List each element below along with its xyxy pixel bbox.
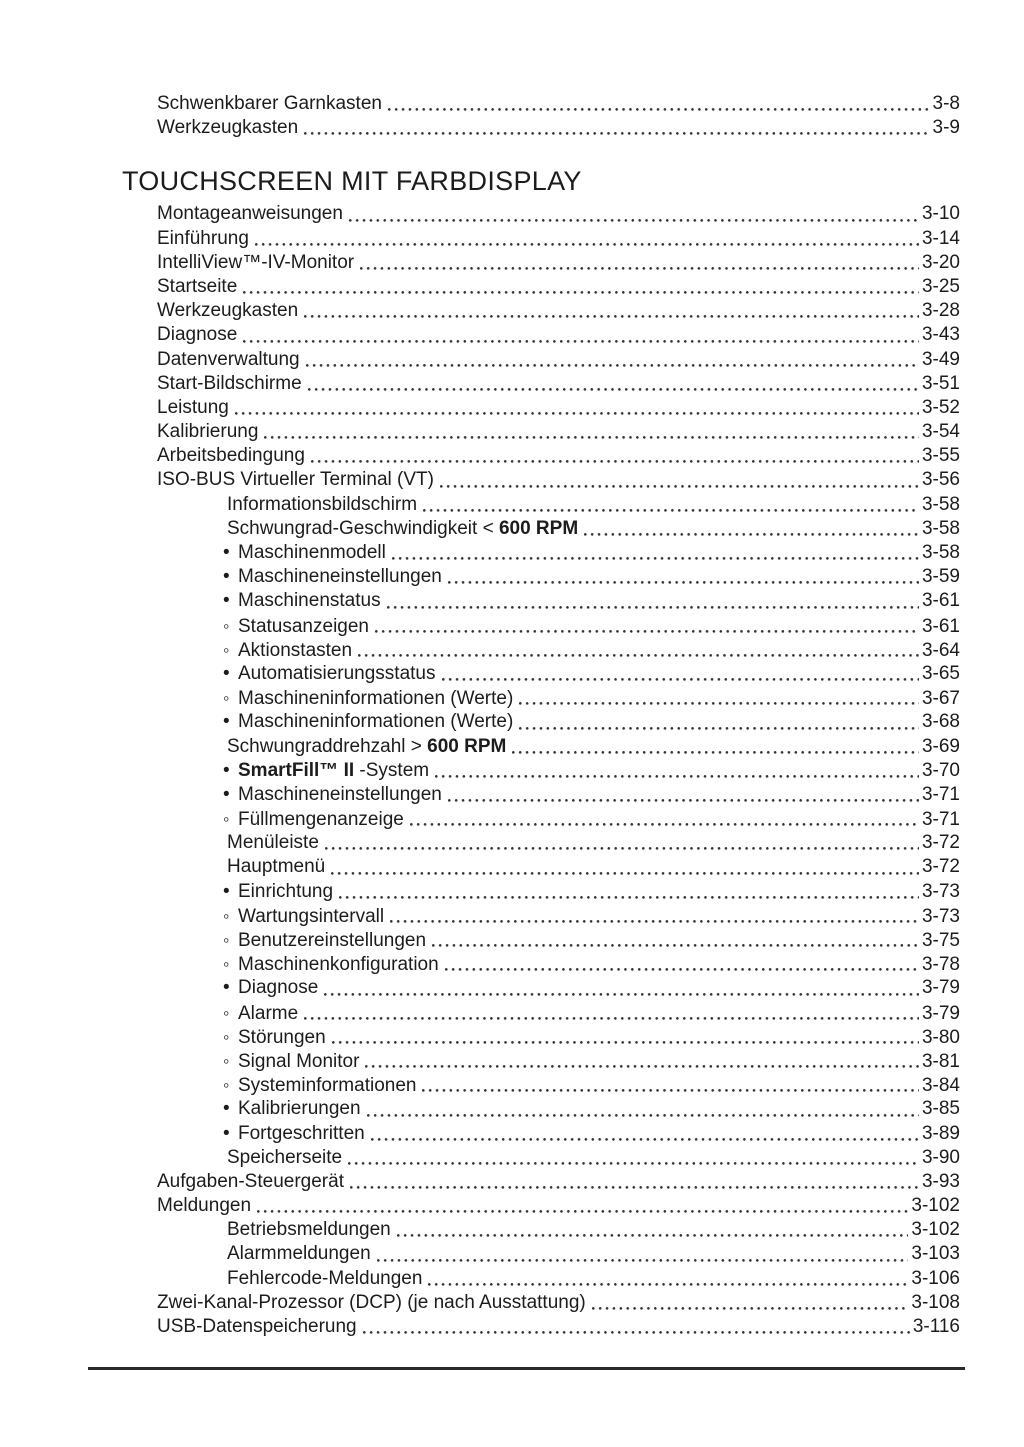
toc-entry	[0, 1073, 1024, 1097]
toc-entry-label-segment: Start-Bildschirme	[157, 372, 302, 394]
toc-entry-label	[157, 1170, 344, 1194]
toc-entry	[0, 251, 1024, 275]
filled-bullet-icon: •	[223, 1122, 230, 1144]
open-bullet-icon: ◦	[223, 930, 230, 950]
dot-leader	[350, 1185, 919, 1190]
toc-entry-label-segment: Startseite	[157, 275, 238, 297]
toc-entry	[0, 202, 1024, 226]
dot-leader	[410, 822, 919, 827]
toc-entry-label	[157, 275, 237, 299]
toc-entry-page: 3-80	[921, 1026, 960, 1048]
dot-leader	[592, 1306, 909, 1311]
toc-entry	[0, 1170, 1024, 1194]
toc-entry-label-segment: Hauptmenü	[227, 856, 326, 878]
toc-entry	[0, 710, 1024, 734]
toc-entry	[0, 1194, 1024, 1218]
toc-entry-page: 3-43	[921, 324, 960, 346]
dot-leader	[448, 798, 919, 803]
toc-entry	[0, 1146, 1024, 1170]
open-bullet-icon: ◦	[223, 809, 230, 830]
toc-entry-page: 3-58	[921, 517, 960, 539]
toc-entry-label-segment: Werkzeugkasten	[157, 117, 299, 139]
dot-leader	[257, 1209, 908, 1214]
toc-entry-page: 3-72	[921, 832, 960, 854]
toc-entry-label	[238, 565, 442, 589]
toc-entry	[0, 880, 1024, 904]
toc-entry-label	[238, 808, 404, 832]
toc-entry-label-segment: Meldungen	[157, 1195, 252, 1217]
toc-entry-page: 3-93	[921, 1170, 960, 1192]
toc-entry-page: 3-56	[921, 469, 960, 491]
toc-entry-label	[238, 1050, 359, 1074]
toc-entry-page: 3-73	[921, 905, 960, 927]
dot-leader	[375, 629, 919, 634]
dot-leader	[243, 290, 919, 295]
toc-entry	[0, 904, 1024, 928]
dot-leader	[306, 363, 919, 368]
open-bullet-icon: ◦	[223, 688, 230, 709]
toc-entry	[0, 952, 1024, 976]
toc-entry-label-segment: Arbeitsbedingung	[157, 445, 305, 467]
toc-entry-page: 3-9	[932, 117, 960, 139]
toc-entry	[0, 323, 1024, 347]
toc-entry-page: 3-89	[921, 1122, 960, 1144]
toc-entry-label-segment: Leistung	[157, 396, 229, 418]
open-bullet-icon: ◦	[223, 639, 230, 660]
toc-entry-label	[238, 639, 352, 663]
toc-entry-page: 3-65	[921, 662, 960, 684]
toc-entry-label	[157, 468, 434, 492]
toc-entry-label-segment: Fehlercode-Meldungen	[227, 1267, 423, 1289]
open-bullet-icon: ◦	[223, 905, 230, 926]
toc-entry	[0, 468, 1024, 492]
toc-entry-label	[227, 1242, 371, 1266]
toc-entry-label	[238, 615, 369, 639]
toc-entry-label-segment: Schwungraddrehzahl >	[227, 735, 428, 757]
toc-entry-page: 3-116	[912, 1316, 960, 1337]
section-heading: TOUCHSCREEN MIT FARBDISPLAY	[122, 166, 582, 197]
toc-entry-label	[227, 517, 578, 541]
toc-entry-page: 3-75	[921, 930, 960, 951]
dot-leader	[519, 726, 919, 731]
toc-entry-label-segment: USB-Datenspeicherung	[157, 1316, 357, 1337]
toc-entry-label	[238, 687, 513, 711]
toc-entry	[0, 686, 1024, 710]
toc-entry-label-segment: Maschineneinstellungen	[238, 783, 442, 805]
toc-section-list	[0, 202, 1024, 1339]
toc-entry-page: 3-64	[921, 639, 960, 661]
toc-entry-page: 3-70	[921, 759, 960, 781]
toc-entry	[0, 1267, 1024, 1291]
dot-leader	[348, 1161, 919, 1166]
filled-bullet-icon: •	[223, 542, 230, 563]
toc-entry	[0, 759, 1024, 783]
toc-entry-label	[157, 299, 298, 323]
dot-leader	[512, 750, 919, 755]
dot-leader	[325, 846, 919, 851]
toc-entry-label	[238, 880, 333, 904]
toc-entry-page: 3-61	[921, 615, 960, 637]
toc-entry-label	[157, 396, 229, 420]
toc-entry-label	[238, 1074, 416, 1098]
dot-leader	[243, 339, 919, 344]
toc-entry-label-segment: Automatisierungsstatus	[238, 662, 436, 684]
toc-entry-page: 3-103	[911, 1243, 960, 1265]
toc-entry	[0, 662, 1024, 686]
toc-entry	[0, 275, 1024, 299]
toc-entry-page: 3-79	[921, 977, 960, 999]
toc-entry	[0, 1122, 1024, 1146]
toc-entry-label-segment: Kalibrierung	[157, 421, 259, 443]
toc-entry-label	[157, 420, 258, 444]
toc-entry-page: 3-55	[921, 445, 960, 467]
dot-leader	[388, 107, 930, 112]
toc-entry-label	[238, 1097, 361, 1121]
dot-leader	[422, 1088, 919, 1093]
dot-leader	[360, 266, 919, 271]
dot-leader	[339, 895, 919, 900]
toc-entry	[0, 928, 1024, 952]
toc-entry-label-segment: Füllmengenanzeige	[238, 809, 404, 831]
open-bullet-icon: ◦	[223, 954, 230, 975]
toc-entry-label	[238, 905, 384, 929]
toc-entry-page: 3-61	[921, 590, 960, 612]
toc-entry-label	[157, 323, 237, 347]
toc-entry-label	[157, 1315, 357, 1339]
toc-entry	[0, 638, 1024, 662]
filled-bullet-icon: •	[223, 783, 230, 805]
toc-entry	[0, 1049, 1024, 1073]
toc-entry-label-segment: Aufgaben-Steuergerät	[157, 1170, 344, 1192]
toc-entry-page: 3-84	[921, 1075, 960, 1097]
dot-leader	[392, 556, 919, 561]
toc-entry	[0, 807, 1024, 831]
toc-entry-label-segment: ISO-BUS Virtueller Terminal (VT)	[157, 469, 434, 491]
toc-entry-label	[157, 348, 300, 372]
filled-bullet-icon: •	[223, 566, 230, 588]
toc-entry-page: 3-71	[921, 783, 960, 805]
toc-entry	[0, 420, 1024, 444]
toc-entry-label	[157, 1291, 586, 1315]
toc-entry	[0, 1218, 1024, 1242]
toc-entry-label-segment: Informationsbildschirm	[227, 493, 418, 515]
toc-entry-label	[238, 953, 439, 977]
toc-entry-page: 3-58	[921, 493, 960, 515]
toc-entry-page: 3-14	[921, 227, 960, 249]
toc-entry	[0, 227, 1024, 251]
open-bullet-icon: ◦	[223, 1002, 230, 1023]
toc-entry-label	[157, 251, 354, 275]
toc-entry-label-segment: Systeminformationen	[238, 1075, 417, 1097]
toc-entry-label-segment: Menüleiste	[227, 832, 319, 854]
toc-entry-label	[157, 202, 343, 226]
toc-entry-label	[238, 589, 381, 613]
toc-entry-label-segment: Fortgeschritten	[238, 1122, 365, 1144]
toc-entry	[0, 444, 1024, 468]
toc-entry-page: 3-25	[921, 275, 960, 297]
toc-entry-label-segment: Schwenkbarer Garnkasten	[157, 93, 382, 114]
toc-entry-page: 3-108	[911, 1291, 960, 1313]
toc-entry-label-segment: Datenverwaltung	[157, 348, 300, 370]
toc-entry-page: 3-81	[921, 1050, 960, 1072]
toc-entry-page: 3-69	[921, 735, 960, 757]
toc-entry-label	[157, 372, 302, 396]
dot-leader	[331, 871, 919, 876]
toc-entry	[0, 1001, 1024, 1025]
filled-bullet-icon: •	[223, 662, 230, 684]
dot-leader	[304, 314, 919, 319]
toc-entry-label-segment: 600 RPM	[427, 735, 507, 757]
dot-leader	[358, 653, 919, 658]
toc-entry-label-segment: Montageanweisungen	[157, 203, 343, 225]
toc-entry-page: 3-10	[921, 203, 960, 225]
toc-entry-label	[238, 541, 386, 565]
open-bullet-icon: ◦	[223, 615, 230, 636]
toc-entry-label	[238, 1026, 326, 1050]
toc-entry-label-segment: Schwungrad-Geschwindigkeit <	[227, 517, 499, 539]
open-bullet-icon: ◦	[223, 1050, 230, 1071]
toc-entry-page: 3-52	[921, 396, 960, 418]
toc-entry-label	[227, 855, 325, 879]
toc-entry	[0, 565, 1024, 589]
toc-entry-page: 3-59	[921, 566, 960, 588]
toc-entry-label-segment: Maschinenkonfiguration	[238, 954, 439, 976]
toc-entry	[0, 589, 1024, 613]
dot-leader	[435, 774, 919, 779]
dot-leader	[363, 1330, 910, 1335]
toc-entry	[0, 116, 1024, 140]
toc-entry-label	[227, 1146, 342, 1170]
filled-bullet-icon: •	[223, 590, 230, 612]
toc-entry-label	[227, 735, 506, 759]
toc-entry	[0, 396, 1024, 420]
dot-leader	[349, 218, 919, 223]
toc-entry-label-segment: Alarmmeldungen	[227, 1243, 371, 1265]
toc-entry-label-segment: Speicherseite	[227, 1146, 343, 1168]
toc-entry-page: 3-85	[921, 1098, 960, 1120]
dot-leader	[235, 411, 919, 416]
filled-bullet-icon: •	[223, 880, 230, 902]
toc-entry-page: 3-67	[921, 688, 960, 710]
dot-leader	[519, 701, 919, 706]
toc-entry	[0, 1097, 1024, 1121]
toc-entry-label	[227, 1218, 391, 1242]
toc-entry-page: 3-102	[911, 1219, 960, 1241]
toc-entry-page: 3-78	[921, 954, 960, 976]
toc-entry-page: 3-49	[921, 348, 960, 370]
toc-entry	[0, 299, 1024, 323]
toc-entry-label-segment: Benutzereinstellungen	[238, 930, 427, 951]
toc-entry-page: 3-51	[921, 372, 960, 394]
toc-entry-label-segment: SmartFill™ II	[238, 759, 355, 781]
dot-leader	[428, 1282, 908, 1287]
toc-entry-label	[238, 929, 426, 953]
toc-entry	[0, 493, 1024, 517]
dot-leader	[304, 131, 929, 136]
toc-entry-label	[227, 831, 319, 855]
toc-entry-page: 3-102	[911, 1195, 960, 1217]
toc-entry	[0, 614, 1024, 638]
dot-leader	[365, 1064, 919, 1069]
dot-leader	[255, 242, 919, 247]
toc-entry	[0, 1025, 1024, 1049]
toc-entry	[0, 976, 1024, 1000]
toc-entry-page: 3-8	[932, 93, 960, 114]
toc-entry-label	[238, 976, 318, 1000]
toc-entry	[0, 783, 1024, 807]
toc-entry-label-segment: Einrichtung	[238, 880, 334, 902]
dot-leader	[387, 605, 919, 610]
dot-leader	[423, 508, 919, 513]
dot-leader	[332, 1040, 919, 1045]
toc-entry-page: 3-90	[921, 1146, 960, 1168]
dot-leader	[584, 532, 919, 537]
dot-leader	[432, 943, 919, 948]
toc-entry-label	[238, 783, 442, 807]
toc-entry-label-segment: Kalibrierungen	[238, 1098, 361, 1120]
toc-entry-label	[227, 493, 417, 517]
dot-leader	[390, 919, 919, 924]
toc-entry-label-segment: -System	[354, 759, 430, 781]
toc-entry-label	[157, 227, 249, 251]
toc-entry-label-segment: Maschineneinstellungen	[238, 566, 442, 588]
toc-entry	[0, 855, 1024, 879]
toc-entry-label	[238, 759, 429, 783]
toc-entry	[0, 1315, 1024, 1339]
toc-entry-label-segment: Diagnose	[157, 324, 238, 346]
toc-entry-page: 3-72	[921, 856, 960, 878]
filled-bullet-icon: •	[223, 711, 230, 733]
toc-entry-label-segment: Wartungsintervall	[238, 905, 385, 927]
toc-entry-label-segment: Maschineninformationen (Werte)	[238, 688, 514, 710]
toc-entry-label	[238, 662, 436, 686]
dot-leader	[371, 1137, 919, 1142]
toc-entry	[0, 541, 1024, 565]
toc-entry	[0, 735, 1024, 759]
dot-leader	[397, 1233, 909, 1238]
toc-entry-label-segment: 600 RPM	[498, 517, 579, 539]
toc-entry-label-segment: Zwei-Kanal-Prozessor (DCP) (je nach Ausstattung)	[157, 1291, 586, 1313]
toc-entry-label-segment: Statusanzeigen	[238, 615, 369, 637]
dot-leader	[440, 484, 919, 489]
toc-entry-page: 3-68	[921, 711, 960, 733]
dot-leader	[377, 1258, 909, 1263]
toc-entry-label	[238, 1002, 298, 1026]
toc-entry	[0, 372, 1024, 396]
toc-entry-label	[238, 710, 513, 734]
toc-entry-label-segment: Maschinenstatus	[238, 590, 381, 612]
filled-bullet-icon: •	[223, 977, 230, 999]
dot-leader	[311, 459, 919, 464]
toc-entry-label-segment: Werkzeugkasten	[157, 300, 299, 322]
toc-entry-label-segment: Signal Monitor	[238, 1050, 360, 1072]
open-bullet-icon: ◦	[223, 1075, 230, 1096]
footer-rule	[88, 1367, 965, 1370]
toc-entry-label-segment: IntelliView™-IV-Monitor	[157, 251, 355, 273]
toc-entry-label-segment: Betriebsmeldungen	[227, 1219, 391, 1241]
toc-entry-label-segment: Einführung	[157, 227, 249, 249]
dot-leader	[324, 992, 919, 997]
toc-entry-label	[157, 1194, 251, 1218]
toc-entry-label	[238, 1122, 365, 1146]
toc-entry-label-segment: Maschinenmodell	[238, 542, 386, 563]
toc-continued-list	[0, 92, 1024, 140]
toc-entry-label	[157, 116, 298, 140]
toc-entry-label-segment: Störungen	[238, 1026, 326, 1048]
dot-leader	[367, 1113, 919, 1118]
toc-entry-page: 3-79	[921, 1002, 960, 1024]
filled-bullet-icon: •	[223, 759, 230, 781]
dot-leader	[445, 967, 919, 972]
toc-entry-page: 3-58	[921, 542, 960, 563]
toc-entry	[0, 348, 1024, 372]
toc-entry-label-segment: Aktionstasten	[238, 639, 353, 661]
toc-entry-label-segment: Diagnose	[238, 977, 319, 999]
toc-entry-page: 3-28	[921, 300, 960, 322]
toc-entry-label-segment: Alarme	[238, 1002, 299, 1024]
dot-leader	[442, 677, 919, 682]
dot-leader	[308, 387, 919, 392]
toc-entry-page: 3-73	[921, 880, 960, 902]
toc-entry	[0, 831, 1024, 855]
dot-leader	[304, 1016, 919, 1021]
toc-entry	[0, 1291, 1024, 1315]
dot-leader	[448, 580, 919, 585]
toc-entry-page: 3-54	[921, 421, 960, 443]
toc-entry-page: 3-20	[921, 251, 960, 273]
toc-entry-page: 3-106	[911, 1267, 960, 1289]
dot-leader	[264, 435, 919, 440]
toc-entry	[0, 1242, 1024, 1266]
toc-entry	[0, 92, 1024, 116]
open-bullet-icon: ◦	[223, 1026, 230, 1047]
toc-entry-label	[157, 92, 382, 116]
toc-entry-page: 3-71	[921, 809, 960, 831]
toc-entry	[0, 517, 1024, 541]
toc-entry-label	[227, 1267, 422, 1291]
toc-entry-label-segment: Maschineninformationen (Werte)	[238, 711, 514, 733]
toc-entry-label	[157, 444, 305, 468]
filled-bullet-icon: •	[223, 1098, 230, 1120]
